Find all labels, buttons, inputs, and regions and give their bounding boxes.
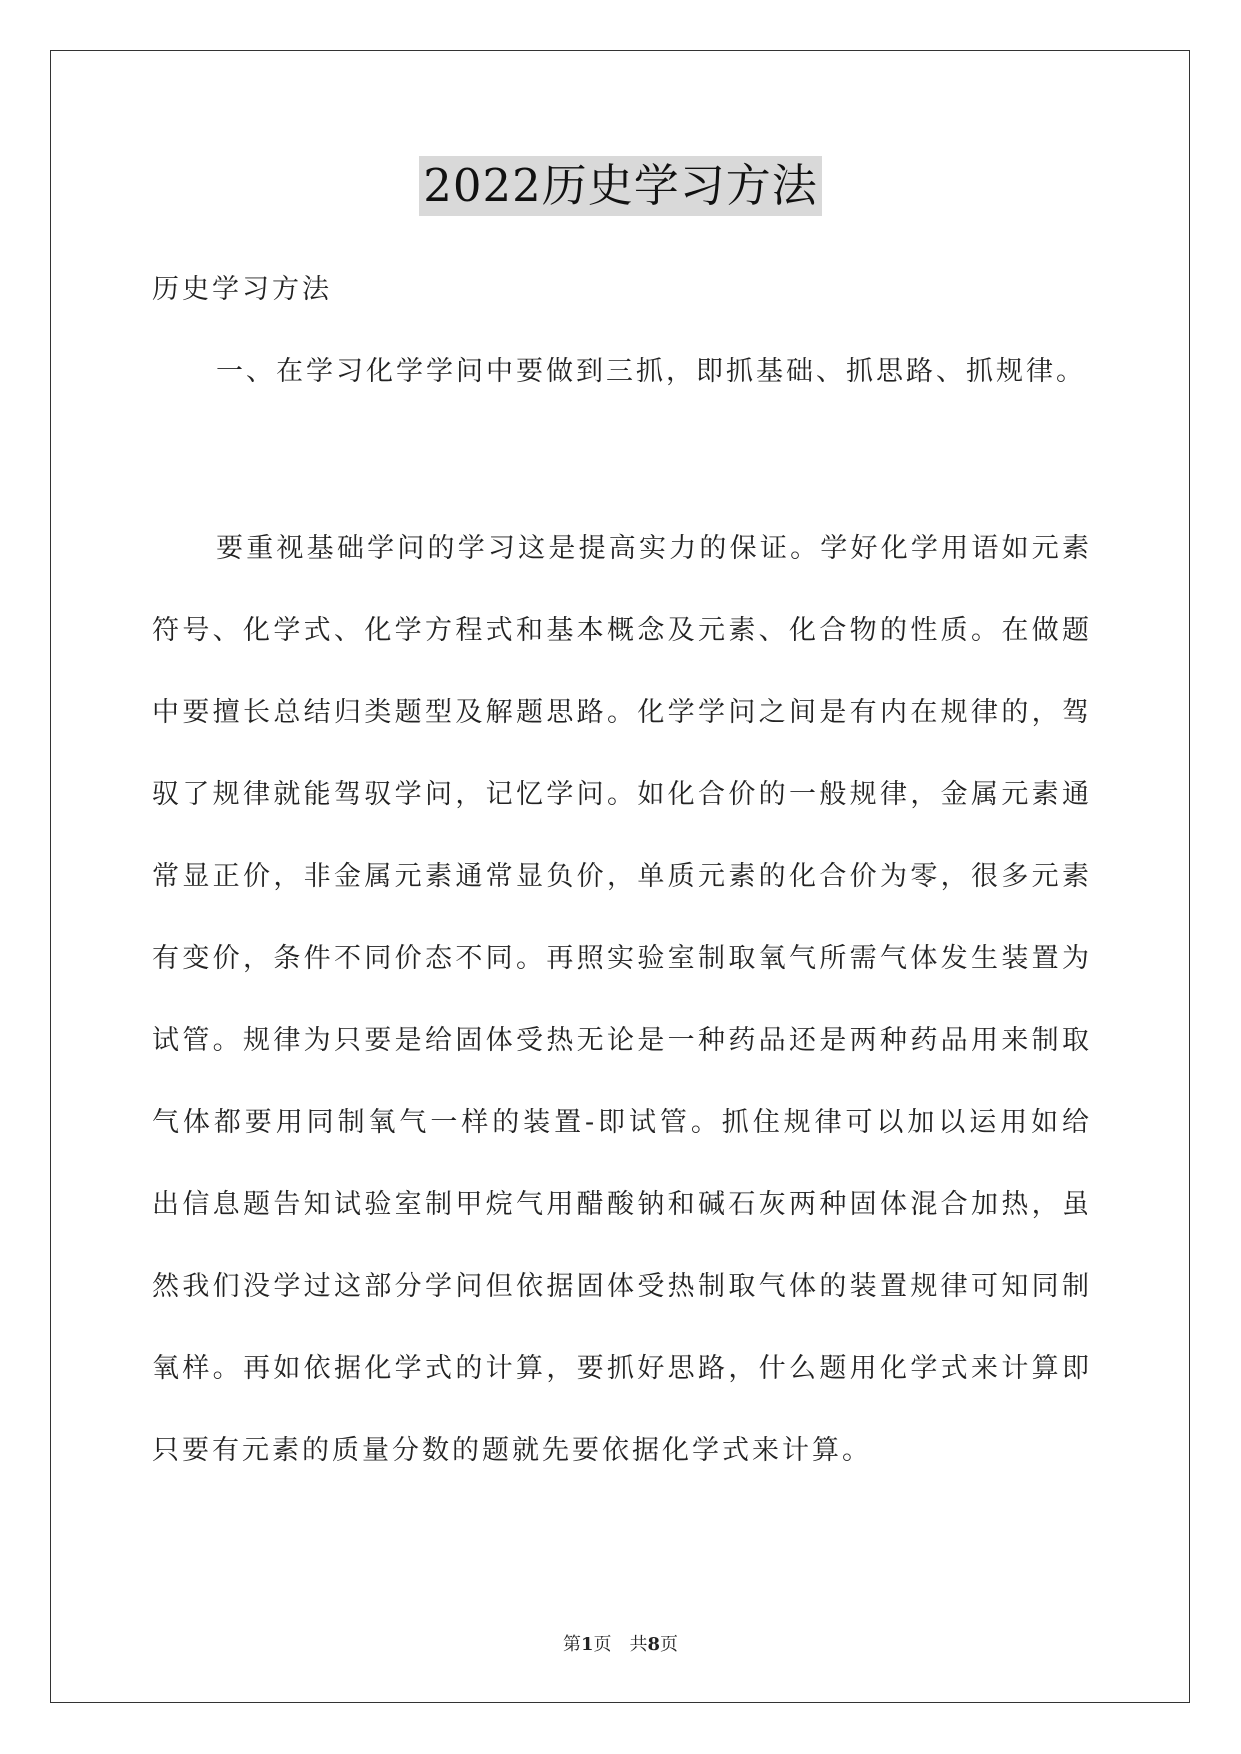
page-mid: 页 共 (593, 1634, 648, 1655)
title-container (0, 156, 1241, 216)
page-suffix: 页 (660, 1634, 679, 1655)
page-total: 8 (647, 1634, 661, 1655)
paragraph-1: 一、在学习化学学问中要做到三抓，即抓基础、抓思路、抓规律。 (216, 356, 1086, 387)
page-current: 1 (580, 1634, 594, 1655)
page-footer (0, 1630, 1241, 1656)
document-subtitle: 历史学习方法 (152, 274, 332, 305)
document-title: 2022历史学习方法 (419, 156, 822, 216)
page-prefix: 第 (562, 1634, 581, 1655)
paragraph-2: 要重视基础学问的学习这是提高实力的保证。学好化学用语如元素符号、化学式、化学方程式和基本概念及元素、化合物的性质。在做题中要擅长总结归类题型及解题思路。化学学问之间是有内在规律的，驾驭了规律就能驾驭学问，记忆学问。如化合价的一般规律，金属元素通常显正价，非金属元素通常显负价，单质元素的化合价为零，很多元素有变价，条件不同价态不同。再照实验室制取氧气所需气体发生装置为试管。规律为只要是给固体受热无论是一种药品还是两种药品用来制取气体都要用同制氧气一样的装置-即试管。抓住规律可以加以运用如给出信息题告知试验室制甲烷气用醋酸钠和碱石灰两种固体混合加热，虽然我们没学过这部分学问但依据固体受热制取气体的装置规律可知同制氧样。再如依据化学式的计算，要抓好思路，什么题用化学式来计算即只要有元素的质量分数的题就先要依据化学式来计算。 (152, 533, 1092, 1466)
